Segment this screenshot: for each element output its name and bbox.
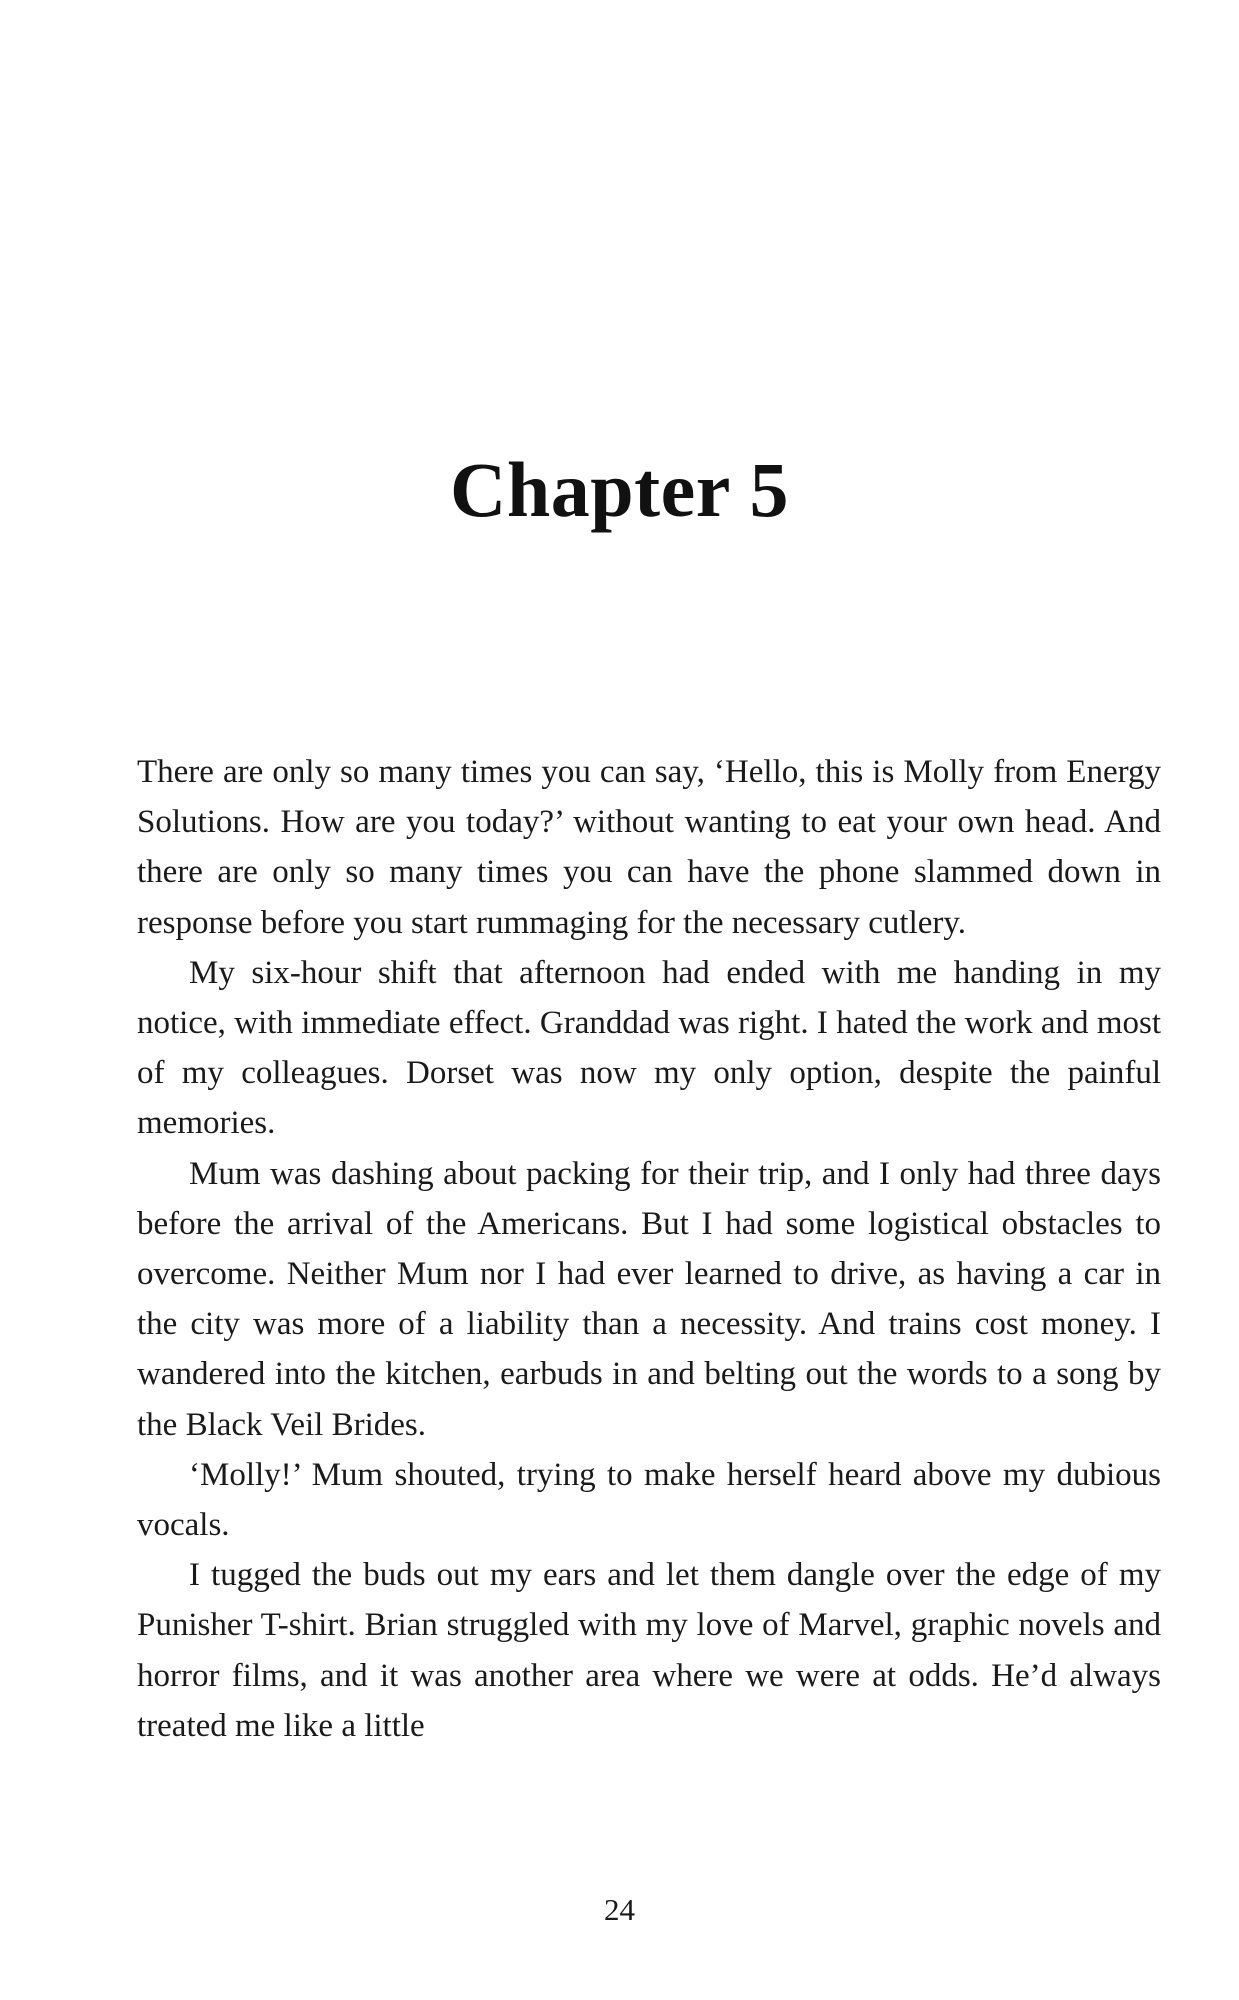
paragraph: My six-hour shift that afternoon had ended with me handing in my notice, with immediate effect. Granddad was right. I hated the work and most of my colleagues. Dorset was now my only option, despite the painful memories. [137, 954, 1161, 1142]
paragraph: I tugged the buds out my ears and let them dangle over the edge of my Punisher T-shirt. Brian struggled with my love of Marvel, graphic novels and horror films, and it was another area where we were at odds. He’d always treated me like a little [137, 1557, 1161, 1744]
page-number: 24 [604, 1892, 635, 1927]
paragraph: Mum was dashing about packing for their trip, and I only had three days before the arrival of the Americans. But I had some logistical obstacles to overcome. Neither Mum nor I had ever learned to drive, as having a car in the city was more of a liability than a necessity. And trains cost money. I wandered into the kitchen, earbuds in and belting out the words to a song by the Black Veil Brides. [137, 1155, 1161, 1443]
paragraph: There are only so many times you can say, ‘Hello, this is Molly from Energy Solutions. How are you today?’ without wanting to eat your own head. And there are only so many times you can have the phone slammed down in response before you start rummaging for the necessary cutlery. [137, 754, 1161, 941]
chapter-title: Chapter 5 [450, 446, 789, 533]
body-text [137, 747, 1161, 1751]
paragraph: ‘Molly!’ Mum shouted, trying to make herself heard above my dubious vocals. [137, 1456, 1161, 1544]
